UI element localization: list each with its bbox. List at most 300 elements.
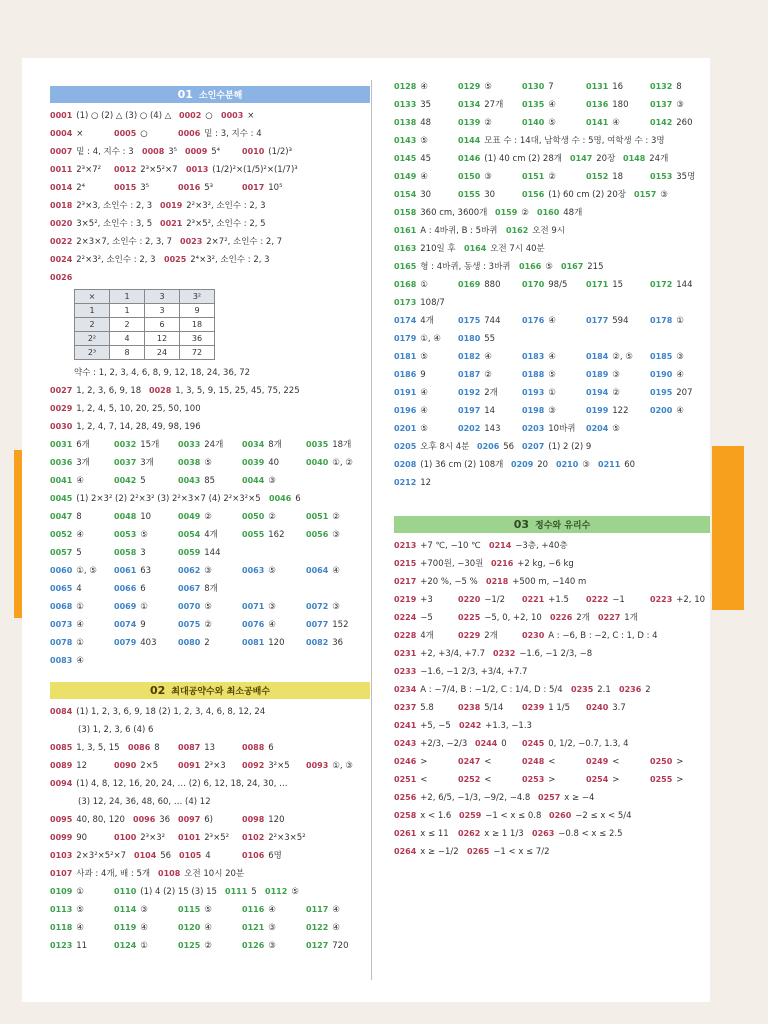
answer-item — [158, 867, 244, 881]
answer-row — [50, 903, 370, 917]
answer-text: 10⁵ — [268, 183, 283, 193]
answer-row — [50, 109, 370, 123]
answer-item — [394, 575, 478, 589]
answer-item — [50, 921, 84, 935]
problem-number: 0009 — [185, 147, 208, 156]
answer-item — [394, 458, 503, 472]
answer-item — [114, 618, 146, 632]
problem-number: 0116 — [242, 905, 265, 914]
answer-item — [306, 456, 353, 470]
answer-text: × — [76, 129, 84, 139]
problem-number: 0056 — [306, 530, 329, 539]
answer-text: x ≥ 1 1/3 — [484, 829, 524, 839]
answer-text: 4개 — [204, 530, 218, 540]
problem-number: 0171 — [586, 280, 609, 289]
answer-item — [506, 224, 565, 238]
problem-number: 0200 — [650, 406, 673, 415]
divisor-table-body — [75, 290, 215, 360]
table-cell: 8 — [110, 346, 145, 360]
answer-item — [394, 611, 433, 625]
answer-item — [394, 701, 434, 715]
answer-text: 3.7 — [612, 703, 626, 713]
answer-item — [458, 611, 542, 625]
answer-row — [50, 456, 370, 470]
problem-number: 0125 — [178, 941, 201, 950]
answer-text: −1 < x ≤ 7/2 — [493, 847, 550, 857]
answer-row — [394, 116, 710, 130]
problem-number: 0136 — [586, 100, 609, 109]
answer-text: ② — [484, 370, 492, 380]
problem-number: 0188 — [522, 370, 545, 379]
answer-text: ① — [76, 602, 84, 612]
answer-item — [650, 368, 684, 382]
answer-item — [160, 199, 266, 213]
answer-rows-g — [394, 80, 710, 490]
answer-text: ② — [612, 388, 620, 398]
answer-item — [586, 350, 633, 364]
problem-number: 0144 — [458, 136, 481, 145]
answer-item — [394, 188, 431, 202]
problem-number: 0143 — [394, 136, 417, 145]
problem-number: 0075 — [178, 620, 201, 629]
answer-item — [50, 109, 171, 123]
answer-item — [185, 145, 220, 159]
answer-item — [394, 404, 428, 418]
problem-number: 0063 — [242, 566, 265, 575]
answer-text: ④ — [548, 316, 556, 326]
answer-text: 2개 — [484, 631, 498, 641]
answer-text: 2 — [645, 685, 651, 695]
problem-number: 0081 — [242, 638, 265, 647]
answer-text: ③ — [548, 406, 556, 416]
answer-text: 3⁵ — [140, 183, 150, 193]
problem-number: 0074 — [114, 620, 137, 629]
answer-line — [50, 705, 370, 719]
answer-text: 14 — [484, 406, 496, 416]
problem-number: 0180 — [458, 334, 481, 343]
answer-text: 8 — [676, 82, 682, 92]
answer-row — [50, 384, 370, 398]
answer-text: 3⁵ — [168, 147, 178, 157]
answer-text: ③ — [332, 530, 340, 540]
answer-text: ④ — [612, 118, 620, 128]
answer-rows-d — [50, 741, 370, 773]
answer-text: 2×3²×5²×7 — [76, 851, 127, 861]
answer-item — [178, 456, 212, 470]
answer-text: ③ — [140, 905, 148, 915]
answer-item — [522, 368, 556, 382]
answer-text: 3×5², 소인수 : 3, 5 — [76, 219, 153, 229]
answer-row — [394, 314, 710, 328]
answer-item — [522, 170, 556, 184]
problem-number: 0118 — [50, 923, 73, 932]
answer-item — [586, 386, 620, 400]
answer-text: 2³×3 — [204, 761, 226, 771]
answer-item — [458, 629, 498, 643]
problem-number: 0041 — [50, 476, 73, 485]
answer-item — [522, 755, 555, 769]
answer-text: 18개 — [332, 440, 352, 450]
answer-item — [50, 546, 82, 560]
problem-number: 0094 — [50, 779, 73, 788]
answer-item — [50, 636, 84, 650]
problem-number: 0241 — [394, 721, 417, 730]
answer-item — [142, 145, 177, 159]
answer-item — [556, 458, 590, 472]
answer-text: ○ — [140, 129, 148, 139]
answer-item — [242, 510, 276, 524]
answer-text: 24개 — [649, 154, 669, 164]
answer-item — [306, 600, 340, 614]
answer-item — [242, 849, 282, 863]
answer-text: 20장 — [596, 154, 616, 164]
answer-rows-b — [50, 384, 370, 668]
answer-item — [519, 260, 553, 274]
answer-item — [242, 528, 285, 542]
answer-text: 오전 9시 — [532, 226, 566, 236]
problem-number: 0083 — [50, 656, 73, 665]
answer-text: 18 — [612, 172, 624, 182]
problem-number: 0026 — [50, 273, 73, 282]
table-cell: 2 — [110, 318, 145, 332]
answer-item — [50, 420, 201, 434]
answer-line — [50, 271, 370, 285]
answer-lines-e — [50, 777, 370, 809]
section-number: 02 — [149, 684, 166, 697]
answer-text: ② — [204, 512, 212, 522]
answer-text: ○ — [205, 111, 213, 121]
answer-item — [458, 593, 505, 607]
answer-row — [394, 701, 710, 715]
answer-item — [586, 755, 619, 769]
answer-item — [306, 921, 340, 935]
answer-page — [22, 58, 710, 1002]
section-header-03 — [394, 516, 710, 533]
answer-item — [394, 683, 563, 697]
answer-text: (1/2)³ — [268, 147, 292, 157]
answer-text: 45 — [420, 154, 432, 164]
problem-number: 0227 — [598, 613, 621, 622]
answer-text: ④ — [420, 388, 428, 398]
problem-number: 0028 — [149, 386, 172, 395]
problem-number: 0010 — [242, 147, 265, 156]
problem-number: 0264 — [394, 847, 417, 856]
answer-row — [50, 199, 370, 213]
answer-text: 밑 : 3, 지수 : 4 — [204, 129, 262, 139]
answer-item — [50, 564, 97, 578]
problem-number: 0039 — [242, 458, 265, 467]
answer-text: > — [548, 775, 556, 785]
answer-text: ⑤ — [484, 82, 492, 92]
answer-text: 215 — [587, 262, 604, 272]
problem-number: 0182 — [458, 352, 481, 361]
answer-item — [394, 278, 428, 292]
answer-item — [306, 438, 351, 452]
answer-text: 35명 — [676, 172, 696, 182]
answer-item — [394, 224, 498, 238]
answer-text: ④ — [420, 406, 428, 416]
answer-text: 27개 — [484, 100, 504, 110]
answer-text: 2³×5²×7 — [140, 165, 178, 175]
problem-number: 0218 — [486, 577, 509, 586]
answer-item — [50, 885, 84, 899]
answer-item — [522, 350, 556, 364]
answer-text: ①, ⑤ — [76, 566, 97, 576]
problem-number: 0202 — [458, 424, 481, 433]
problem-number: 0051 — [306, 512, 329, 521]
answer-text: −2 ≤ x < 5/4 — [575, 811, 632, 821]
problem-number: 0049 — [178, 512, 201, 521]
answer-text: 9 — [420, 370, 426, 380]
answer-text: ④ — [76, 476, 84, 486]
answer-text: 4개 — [420, 631, 434, 641]
answer-text: 210일 후 — [420, 244, 456, 254]
problem-number: 0064 — [306, 566, 329, 575]
problem-number: 0084 — [50, 707, 73, 716]
problem-number: 0230 — [522, 631, 545, 640]
answer-item — [242, 741, 274, 755]
answer-item — [586, 116, 620, 130]
answer-item — [50, 384, 141, 398]
answer-item — [458, 170, 492, 184]
answer-text: ③ — [612, 370, 620, 380]
answer-text: 2²×3², 소인수 : 2, 3 — [76, 255, 156, 265]
answer-text: 144 — [676, 280, 693, 290]
problem-number: 0190 — [650, 370, 673, 379]
problem-number: 0158 — [394, 208, 417, 217]
problem-number: 0203 — [522, 424, 545, 433]
answer-item — [114, 582, 146, 596]
answer-item — [586, 773, 619, 787]
problem-number: 0152 — [586, 172, 609, 181]
answer-text: ① — [140, 941, 148, 951]
problem-number: 0138 — [394, 118, 417, 127]
answer-row — [394, 170, 710, 184]
answer-text: (1) 60 cm (2) 20장 — [548, 190, 626, 200]
problem-number: 0110 — [114, 887, 137, 896]
answer-item — [242, 474, 276, 488]
problem-number: 0126 — [242, 941, 265, 950]
answer-row — [394, 458, 710, 472]
answer-text: 40 — [268, 458, 280, 468]
problem-number: 0087 — [178, 743, 201, 752]
answer-item — [491, 557, 574, 571]
problem-number: 0170 — [522, 280, 545, 289]
answer-text: ⑤ — [420, 424, 428, 434]
table-cell: 3 — [145, 290, 180, 304]
answer-item — [178, 813, 213, 827]
answer-text: < — [548, 757, 556, 767]
answer-item — [586, 593, 625, 607]
answer-text: 6 — [295, 494, 301, 504]
problem-number: 0017 — [242, 183, 265, 192]
answer-item — [522, 278, 567, 292]
answer-item — [561, 260, 604, 274]
problem-number: 0054 — [178, 530, 201, 539]
answer-text: ③ — [268, 941, 276, 951]
answer-text: ⑤ — [420, 352, 428, 362]
answer-row — [50, 235, 370, 249]
problem-number: 0220 — [458, 595, 481, 604]
problem-number: 0014 — [50, 183, 73, 192]
answer-text: 5 — [140, 476, 146, 486]
answer-text: x ≥ −1/2 — [420, 847, 459, 857]
problem-number: 0132 — [650, 82, 673, 91]
answer-item — [242, 181, 283, 195]
answer-row — [50, 867, 370, 881]
answer-text: (1) 4, 8, 12, 16, 20, 24, … (2) 6, 12, 18, 24, 30, … — [76, 779, 288, 789]
answer-text: +20 %, −5 % — [420, 577, 478, 587]
problem-number: 0122 — [306, 923, 329, 932]
answer-text: 1개 — [624, 613, 638, 623]
table-cell: 1 — [110, 290, 145, 304]
problem-number: 0078 — [50, 638, 73, 647]
answer-text: ①, ② — [332, 458, 353, 468]
problem-number: 0090 — [114, 761, 137, 770]
answer-row — [50, 253, 370, 267]
answer-item — [50, 235, 172, 249]
answer-item — [394, 665, 527, 679]
answer-item — [522, 773, 555, 787]
answer-row — [394, 206, 710, 220]
problem-number: 0160 — [537, 208, 560, 217]
answer-row — [394, 575, 710, 589]
answer-item — [225, 885, 257, 899]
answer-item — [160, 217, 266, 231]
answer-item — [586, 701, 626, 715]
problem-number: 0020 — [50, 219, 73, 228]
answer-text: ④ — [676, 370, 684, 380]
answer-text: 오후 8시 4분 — [420, 442, 470, 452]
answer-item — [306, 510, 340, 524]
problem-number: 0236 — [619, 685, 642, 694]
answer-text: 98/5 — [548, 280, 568, 290]
answer-item — [458, 422, 501, 436]
answer-row — [394, 386, 710, 400]
problem-number: 0120 — [178, 923, 201, 932]
answer-text: ⑤ — [548, 370, 556, 380]
problem-number: 0205 — [394, 442, 417, 451]
problem-number: 0155 — [458, 190, 481, 199]
answer-row — [394, 296, 710, 310]
answer-text: 403 — [140, 638, 157, 648]
problem-number: 0232 — [493, 649, 516, 658]
answer-item — [164, 253, 270, 267]
problem-number: 0179 — [394, 334, 417, 343]
answer-item — [522, 629, 658, 643]
answer-text: 24개 — [204, 440, 224, 450]
answer-row — [50, 654, 370, 668]
answer-row — [394, 404, 710, 418]
answer-item — [306, 903, 340, 917]
answer-text: 3개 — [140, 458, 154, 468]
problem-number: 0222 — [586, 595, 609, 604]
section-header-01 — [50, 86, 370, 103]
answer-item — [178, 636, 210, 650]
problem-number: 0027 — [50, 386, 73, 395]
answer-text: 8 — [76, 512, 82, 522]
answer-text: 180 — [612, 100, 629, 110]
answer-item — [179, 849, 211, 863]
answer-item — [178, 600, 212, 614]
answer-item — [114, 127, 148, 141]
problem-number: 0265 — [467, 847, 490, 856]
answer-text: ⑤ — [291, 887, 299, 897]
answer-text: 사과 : 4개, 배 : 5개 — [76, 869, 151, 879]
answer-text: 6 — [268, 743, 274, 753]
answer-text: 6명 — [268, 851, 282, 861]
answer-text: ② — [204, 941, 212, 951]
problem-number: 0238 — [458, 703, 481, 712]
answer-text: 6 — [140, 584, 146, 594]
answer-row — [394, 422, 710, 436]
answer-text: 2×3×7, 소인수 : 2, 3, 7 — [76, 237, 173, 247]
answer-text: 880 — [484, 280, 501, 290]
problem-number: 0048 — [114, 512, 137, 521]
problem-number: 0213 — [394, 541, 417, 550]
answer-text: ① — [676, 316, 684, 326]
answer-row — [50, 921, 370, 935]
answer-item — [458, 188, 495, 202]
answer-text: ④ — [548, 100, 556, 110]
problem-number: 0068 — [50, 602, 73, 611]
answer-text: −5 — [420, 613, 433, 623]
problem-number: 0195 — [650, 388, 673, 397]
problem-number: 0058 — [114, 548, 137, 557]
problem-number: 0115 — [178, 905, 201, 914]
answer-rows-h — [394, 539, 710, 859]
problem-number: 0254 — [586, 775, 609, 784]
problem-number: 0104 — [134, 851, 157, 860]
answer-text: ⑤ — [204, 458, 212, 468]
answer-item — [586, 404, 629, 418]
answer-row — [394, 845, 710, 859]
answer-item — [458, 827, 524, 841]
answer-text: 오전 7시 40분 — [490, 244, 545, 254]
answer-item — [50, 510, 82, 524]
problem-number: 0235 — [571, 685, 594, 694]
problem-number: 0209 — [511, 460, 534, 469]
problem-number: 0159 — [495, 208, 518, 217]
answer-item — [522, 98, 556, 112]
answer-text: 15개 — [140, 440, 160, 450]
problem-number: 0080 — [178, 638, 201, 647]
answer-item — [50, 438, 90, 452]
table-cell: 1 — [75, 304, 110, 318]
orange-tab-right — [712, 446, 744, 610]
answer-item — [586, 422, 620, 436]
answer-text: (1/2)²×(1/5)²×(1/7)³ — [212, 165, 298, 175]
answer-item — [522, 701, 570, 715]
answer-text: +3 — [420, 595, 433, 605]
answer-text: 7 — [548, 82, 554, 92]
problem-number: 0137 — [650, 100, 673, 109]
answer-text: 2³×7² — [76, 165, 102, 175]
answer-item — [458, 404, 495, 418]
answer-item — [537, 206, 582, 220]
answer-item — [242, 813, 285, 827]
problem-number: 0154 — [394, 190, 417, 199]
answer-item — [586, 278, 623, 292]
table-row — [75, 290, 215, 304]
problem-number: 0176 — [522, 316, 545, 325]
answer-row — [394, 80, 710, 94]
problem-number: 0199 — [586, 406, 609, 415]
answer-item — [242, 145, 292, 159]
problem-number: 0164 — [464, 244, 487, 253]
answer-row — [394, 539, 710, 553]
table-cell: 4 — [110, 332, 145, 346]
